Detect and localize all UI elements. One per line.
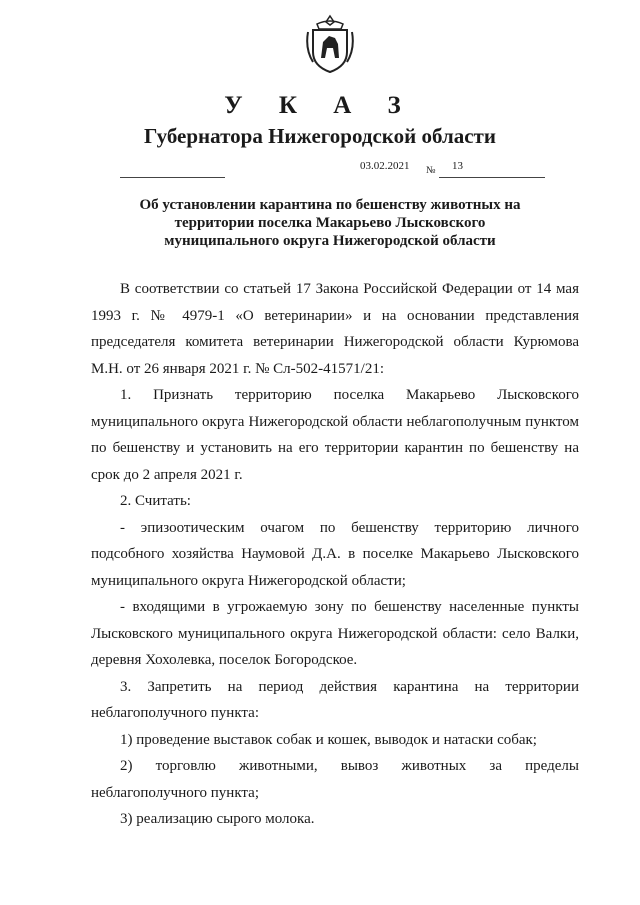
number-blank-line: [439, 177, 545, 178]
document-body: [91, 276, 579, 833]
number-sign: №: [426, 165, 436, 176]
paragraph: 1. Признать территорию поселка Макарьево Лысковского муниципального округа Нижегородской области неблагополучным пунктом по бешенству и установить на его территории карантин по бешенству на срок до 2 апреля 2021 г.: [91, 387, 579, 483]
paragraph: 3) реализацию сырого молока.: [120, 811, 315, 827]
document-date: 03.02.2021: [360, 160, 410, 172]
document-number: 13: [452, 160, 463, 172]
paragraph: 2) торговлю животными, вывоз животных за пределы неблагополучного пункта;: [91, 758, 579, 801]
coat-of-arms-emblem: [305, 14, 355, 74]
document-title: У К А З: [224, 92, 416, 119]
paragraph: - входящими в угрожаемую зону по бешенству населенные пункты Лысковского муниципального округа Нижегородской области: село Валки, деревня Хохолевка, поселок Богородское.: [91, 599, 579, 668]
paragraph: - эпизоотическим очагом по бешенству территорию личного подсобного хозяйства Наумовой Д.А. в поселке Макарьево Лысковского муниципального округа Нижегородской области;: [91, 519, 579, 589]
paragraph: В соответствии со статьей 17 Закона Российской Федерации от 14 мая 1993 г. № 4979-1 «О ветеринарии» и на основании представления председателя комитета ветеринарии Нижегородской области Курюмова М.Н. от 26 января 2021 г. № Сл-502-41571/21:: [91, 281, 579, 377]
paragraph: 3. Запретить на период действия карантина на территории неблагополучного пункта:: [91, 678, 579, 721]
document-heading: Об установлении карантина по бешенству животных на территории поселка Макарьево Лысковского муниципального округа Нижегородской области: [139, 197, 521, 249]
signature-blank-line: [120, 177, 225, 178]
document-subtitle: Губернатора Нижегородской области: [144, 124, 496, 148]
paragraph: 1) проведение выставок собак и кошек, выводок и натаски собак;: [120, 731, 537, 748]
paragraph: 2. Считать:: [120, 493, 191, 509]
